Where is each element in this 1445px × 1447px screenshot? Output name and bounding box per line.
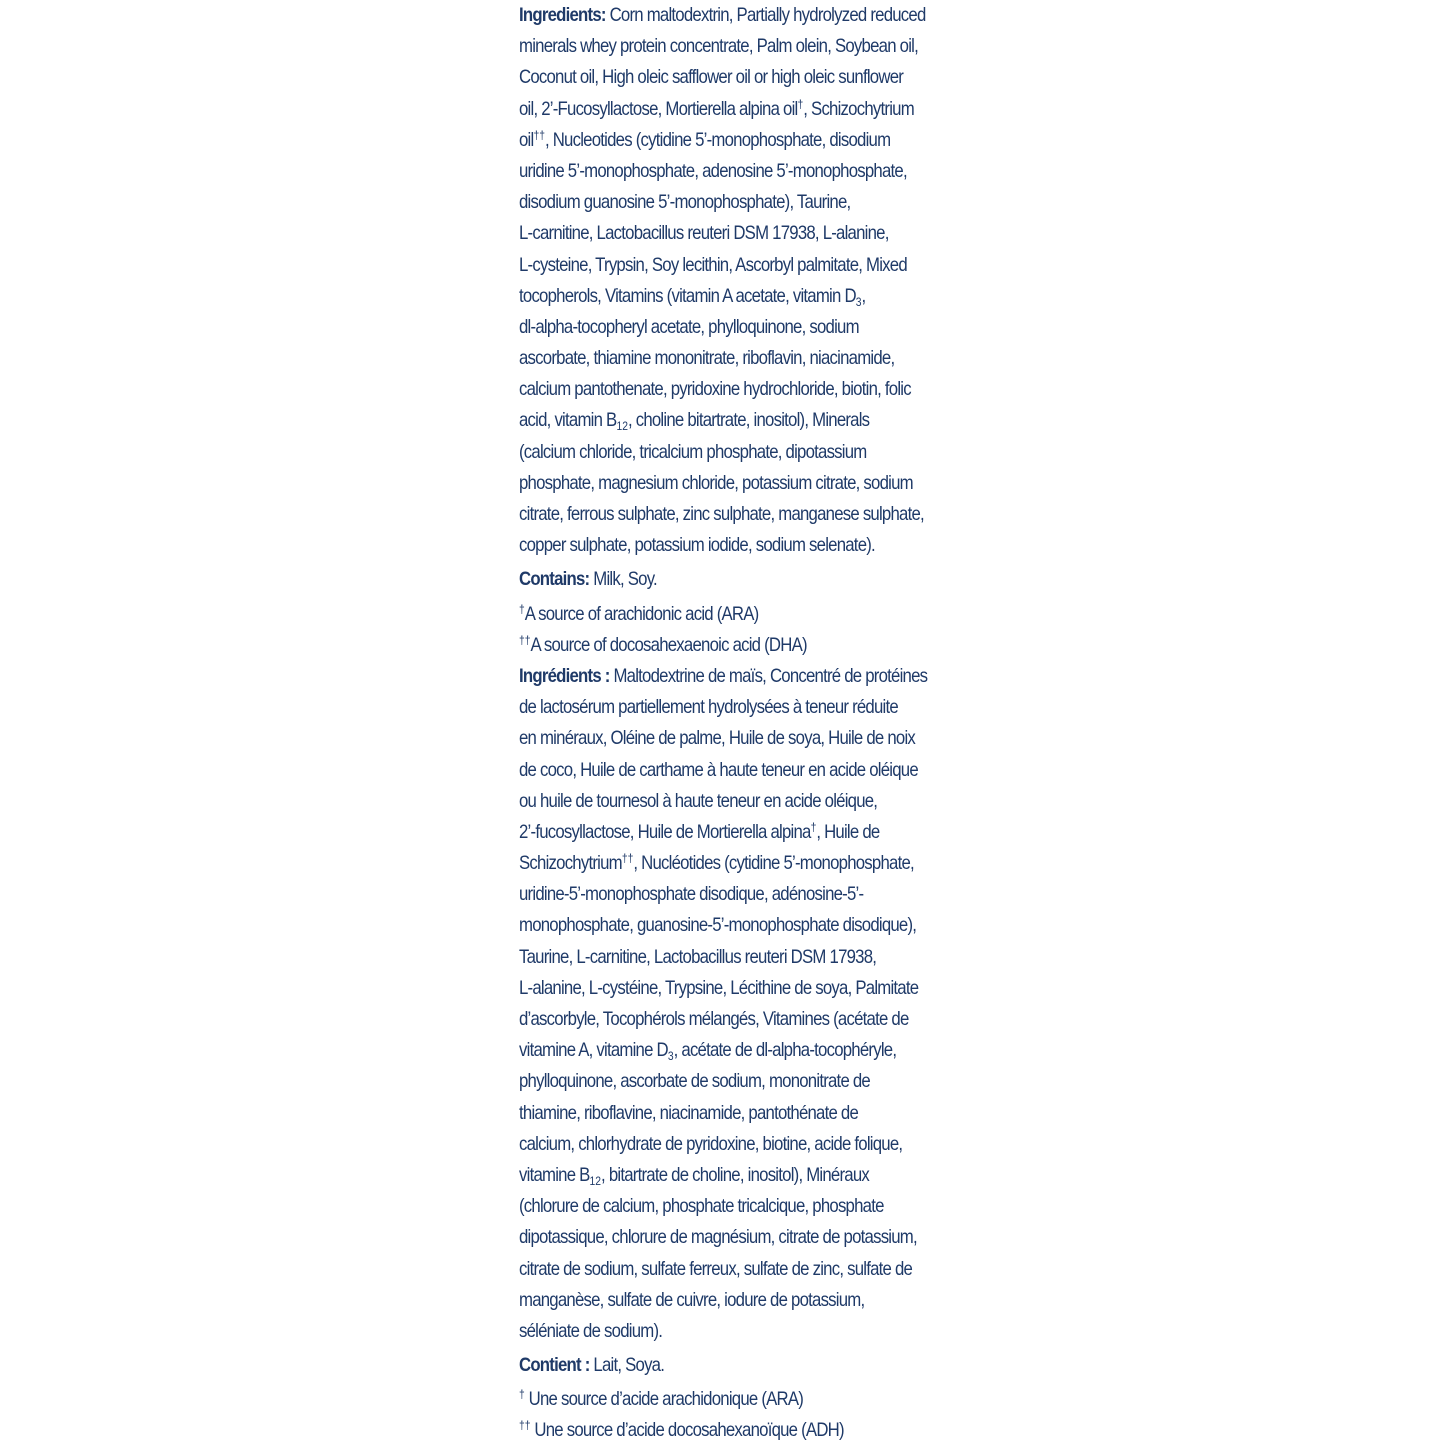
ingredients-text: de coco, Huile de carthame à haute teneur en acide oléique: [519, 758, 918, 781]
french-ingredients-line: [519, 786, 928, 817]
french-ingredients-line: [519, 1004, 928, 1035]
ingredients-text: uridine-5’-monophosphate disodique, adénosine-5’-: [519, 883, 864, 906]
ingredients-text: manganèse, sulfate de cuivre, iodure de potassium,: [519, 1288, 865, 1311]
ingredients-text: Schizochytrium: [519, 852, 622, 875]
english-ingredients-block: [519, 0, 928, 561]
english-ingredients-line: [519, 281, 928, 312]
ingredients-text: oil, 2’-Fucosyllactose, Mortierella alpina oil: [519, 97, 798, 120]
french-footnote-ara: [519, 1384, 928, 1415]
english-ingredients-line: [519, 250, 928, 281]
french-contains-heading: Contient :: [519, 1354, 590, 1377]
french-ingredients-line: [519, 910, 928, 941]
ingredients-text: d’ascorbyle, Tocophérols mélangés, Vitamines (acétate de: [519, 1008, 909, 1030]
ingredients-text: copper sulphate, potassium iodide, sodium selenate).: [519, 534, 875, 557]
ingredients-text: ,: [861, 284, 866, 307]
ingredients-text: vitamine A, vitamine D: [519, 1039, 668, 1062]
english-ingredients-line: [519, 468, 928, 499]
ingredients-label-panel: [519, 0, 928, 1447]
english-ingredients-line: [519, 62, 928, 93]
footnote-text: Une source d’acide docosahexanoïque (ADH): [530, 1419, 844, 1442]
ingredients-text: phosphate, magnesium chloride, potassium citrate, sodium: [519, 471, 913, 494]
french-ingredients-line: [519, 1316, 928, 1347]
ingredients-text: minerals whey protein concentrate, Palm olein, Soybean oil,: [519, 35, 918, 58]
english-ingredients-line: [519, 405, 928, 436]
footnote-text: Une source d’acide arachidonique (ARA): [524, 1388, 804, 1411]
french-ingredients-line: [519, 848, 928, 879]
english-contains-line: [519, 564, 928, 595]
ingredients-text: calcium, chlorhydrate de pyridoxine, biotine, acide folique,: [519, 1132, 903, 1155]
english-ingredients-line: [519, 343, 928, 374]
french-ingredients-line: [519, 723, 928, 754]
ingredients-text: , acétate de dl-alpha-tocophéryle,: [673, 1039, 897, 1062]
subscript-3: 3: [855, 294, 862, 309]
french-ingredients-line: [519, 1191, 928, 1222]
ingredients-text: de lactosérum partiellement hydrolysées à teneur réduite: [519, 696, 898, 719]
double-dagger-mark: ††: [621, 851, 634, 866]
french-ingredients-line: [519, 1254, 928, 1285]
ingredients-text: en minéraux, Oléine de palme, Huile de soya, Huile de noix: [519, 727, 916, 750]
english-contains-value: Milk, Soy.: [589, 568, 657, 591]
ingredients-text: citrate de sodium, sulfate ferreux, sulfate de zinc, sulfate de: [519, 1257, 913, 1280]
ingredients-text: , Schizochytrium: [803, 97, 914, 120]
ingredients-text: , choline bitartrate, inositol), Minerals: [627, 409, 870, 432]
french-footnote-adh: [519, 1415, 928, 1446]
ingredients-text: Coconut oil, High oleic safflower oil or high oleic sunflower: [519, 66, 904, 89]
french-ingredients-line: [519, 1160, 928, 1191]
subscript-12: 12: [616, 419, 628, 434]
french-ingredients-line: [519, 1129, 928, 1160]
double-dagger-mark: ††: [519, 1418, 531, 1433]
ingredients-text: L-carnitine, Lactobacillus reuteri DSM 17938, L-alanine,: [519, 222, 889, 245]
ingredients-text: séléniate de sodium).: [519, 1319, 663, 1342]
ingredients-text: ascorbate, thiamine mononitrate, riboflavin, niacinamide,: [519, 347, 895, 370]
english-footnote-ara: [519, 599, 928, 630]
english-ingredients-line: [519, 218, 928, 249]
english-ingredients-line: [519, 437, 928, 468]
ingredients-text: , Nucléotides (cytidine 5’-monophosphate,: [633, 852, 914, 875]
english-ingredients-line: [519, 94, 928, 125]
ingredients-text: oil: [519, 128, 534, 151]
ingredients-text: Corn maltodextrin, Partially hydrolyzed reduced: [605, 4, 926, 26]
ingredients-text: dl-alpha-tocopheryl acetate, phylloquinone, sodium: [519, 315, 859, 338]
ingredients-text: phylloquinone, ascorbate de sodium, mononitrate de: [519, 1070, 871, 1093]
french-ingredients-line: [519, 661, 928, 692]
english-ingredients-line: [519, 0, 928, 31]
french-ingredients-line: [519, 1222, 928, 1253]
dagger-mark: †: [797, 96, 804, 111]
ingredients-text: L-alanine, L-cystéine, Trypsine, Lécithine de soya, Palmitate: [519, 976, 919, 999]
ingredients-text: 2’-fucosyllactose, Huile de Mortierella alpina: [519, 820, 811, 843]
english-ingredients-line: [519, 125, 928, 156]
ingredients-text: , bitartrate de choline, inositol), Minéraux: [601, 1163, 870, 1186]
french-ingredients-heading: Ingrédients :: [519, 664, 610, 687]
ingredients-text: vitamine B: [519, 1163, 590, 1186]
subscript-12: 12: [589, 1173, 602, 1188]
french-contains-line: [519, 1350, 928, 1381]
ingredients-text: disodium guanosine 5’-monophosphate), Taurine,: [519, 191, 851, 214]
double-dagger-mark: ††: [519, 632, 531, 647]
english-ingredients-line: [519, 530, 928, 561]
ingredients-text: (calcium chloride, tricalcium phosphate, dipotassium: [519, 440, 867, 463]
french-ingredients-line: [519, 1285, 928, 1316]
dagger-mark: †: [810, 819, 817, 834]
french-ingredients-line: [519, 1035, 928, 1066]
ingredients-text: uridine 5’-monophosphate, adenosine 5’-monophosphate,: [519, 159, 907, 182]
french-ingredients-line: [519, 973, 928, 1004]
dagger-mark: †: [519, 601, 525, 616]
english-ingredients-line: [519, 312, 928, 343]
french-ingredients-line: [519, 879, 928, 910]
ingredients-text: , Huile de: [816, 820, 880, 843]
english-ingredients-line: [519, 499, 928, 530]
footnote-text: A source of arachidonic acid (ARA): [524, 602, 759, 625]
english-footnote-dha: [519, 630, 928, 661]
english-ingredients-line: [519, 31, 928, 62]
english-ingredients-line: [519, 156, 928, 187]
english-ingredients-line: [519, 187, 928, 218]
ingredients-text: monophosphate, guanosine-5’-monophosphate disodique),: [519, 914, 917, 937]
french-ingredients-line: [519, 1098, 928, 1129]
subscript-3: 3: [667, 1049, 674, 1064]
ingredients-text: , Nucleotides (cytidine 5’-monophosphate, disodium: [544, 128, 891, 151]
double-dagger-mark: ††: [533, 127, 545, 142]
ingredients-text: Taurine, L-carnitine, Lactobacillus reuteri DSM 17938,: [519, 945, 877, 968]
english-ingredients-heading: Ingredients:: [519, 4, 606, 26]
ingredients-text: acid, vitamin B: [519, 409, 617, 432]
ingredients-text: tocopherols, Vitamins (vitamin A acetate, vitamin D: [519, 284, 856, 307]
french-ingredients-block: [519, 661, 928, 1347]
ingredients-text: thiamine, riboflavine, niacinamide, pantothénate de: [519, 1101, 859, 1124]
ingredients-text: calcium pantothenate, pyridoxine hydrochloride, biotin, folic: [519, 378, 911, 401]
ingredients-text: citrate, ferrous sulphate, zinc sulphate, manganese sulphate,: [519, 503, 924, 525]
french-contains-value: Lait, Soya.: [589, 1354, 665, 1377]
ingredients-text: ou huile de tournesol à haute teneur en acide oléique,: [519, 789, 878, 812]
ingredients-text: (chlorure de calcium, phosphate tricalcique, phosphate: [519, 1195, 884, 1218]
dagger-mark: †: [519, 1387, 525, 1402]
footnote-text: A source of docosahexaenoic acid (DHA): [530, 633, 807, 656]
english-ingredients-line: [519, 374, 928, 405]
ingredients-text: dipotassique, chlorure de magnésium, citrate de potassium,: [519, 1226, 917, 1249]
french-ingredients-line: [519, 942, 928, 973]
ingredients-text: Maltodextrine de maïs, Concentré de protéines: [609, 664, 928, 687]
english-contains-heading: Contains:: [519, 568, 590, 591]
french-ingredients-line: [519, 817, 928, 848]
french-ingredients-line: [519, 692, 928, 723]
ingredients-text: L-cysteine, Trypsin, Soy lecithin, Ascorbyl palmitate, Mixed: [519, 253, 907, 276]
french-ingredients-line: [519, 755, 928, 786]
french-ingredients-line: [519, 1066, 928, 1097]
